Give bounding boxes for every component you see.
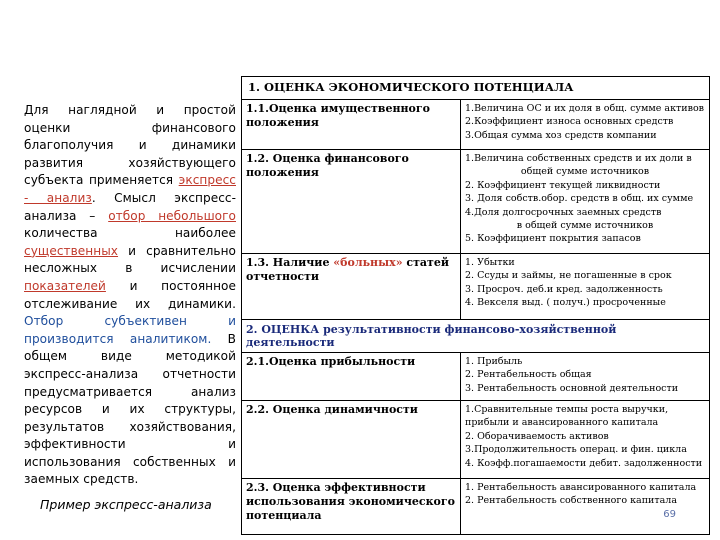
row-items-profitability: 1. Прибыль 2. Рентабельность общая 3. Рентабельность основной деятельности: [461, 353, 710, 401]
section-title-performance: 2. ОЦЕНКА результативности финансово-хозяйственной деятельности: [242, 320, 710, 353]
row-title-profitability: 2.1.Оценка прибыльности: [242, 353, 461, 401]
page-number: 69: [663, 509, 676, 520]
intro-text-4: и сравнительно несложных в исчислении: [24, 243, 236, 276]
intro-highlight: Отбор субъективен и производится аналитиком.: [24, 314, 236, 346]
row-title-sick-items: 1.3. Наличие «больных» статей отчетности: [242, 254, 461, 320]
example-caption: Пример экспресс-анализа: [40, 497, 212, 512]
section-header-1: [242, 77, 710, 100]
express-analysis-table: [241, 76, 710, 535]
row-title-dynamics: 2.2. Оценка динамичности: [242, 401, 461, 479]
intro-paragraph: [24, 102, 236, 489]
table-row: [242, 479, 710, 535]
row-title-efficiency: 2.3. Оценка эффективности использования экономического потенциала: [242, 479, 461, 535]
table-row: [242, 100, 710, 150]
row-items-dynamics: 1.Сравнительные темпы роста выручки, прибыли и авансированного капитала 2. Оборачиваемость активов 3.Продолжительность операц. и фин. цикла 4. Коэфф.погашаемости дебит. задолженности: [461, 401, 710, 479]
row-title-property: 1.1.Оценка имущественного положения: [242, 100, 461, 150]
intro-text-3: количества наиболее: [24, 226, 236, 241]
intro-text-1: Для наглядной и простой оценки финансового благополучия и динамики развития хозяйствующего субъекта применяется: [24, 103, 236, 188]
link-small-selection[interactable]: отбор небольшого: [108, 208, 236, 223]
link-indicators[interactable]: показателей: [24, 278, 106, 293]
row-items-property: 1.Величина ОС и их доля в общ. сумме активов 2.Коэффициент износа основных средств 3.Общая сумма хоз средств компании: [461, 100, 710, 150]
section-header-2: [242, 320, 710, 353]
intro-text-2: . Смысл экспресс- анализа –: [24, 190, 237, 223]
intro-text-6: В общем виде методикой экспресс-анализа отчетности предусматривается анализ ресурсов и их структуры, результатов хозяйствования, эффективности и использования собственных и заемных средств.: [24, 331, 236, 487]
section-title-economic-potential: 1. ОЦЕНКА ЭКОНОМИЧЕСКОГО ПОТЕНЦИАЛА: [242, 77, 710, 100]
row-items-sick-items: 1. Убытки 2. Ссуды и займы, не погашенные в срок 3. Просроч. деб.и кред. задолженность 4. Векселя выд. ( получ.) просроченные: [461, 254, 710, 320]
link-essential[interactable]: существенных: [24, 243, 119, 258]
table-row: [242, 254, 710, 320]
intro-text-5: и постоянное отслеживание их динамики.: [24, 278, 236, 311]
row-items-financial: 1.Величина собственных средств и их доли в общей сумме источников 2. Коэффициент текущей ликвидности 3. Доля собств.обор. средств в общ. их сумме 4.Доля долгосрочных заемных средств в общей сумме источников 5. Коэффициент покрытия запасов: [461, 150, 710, 254]
table-row: [242, 401, 710, 479]
row-items-efficiency: 1. Рентабельность авансированного капитала 2. Рентабельность собственного капитала: [461, 479, 710, 535]
table-row: [242, 150, 710, 254]
row-title-financial: 1.2. Оценка финансового положения: [242, 150, 461, 254]
table-row: [242, 353, 710, 401]
link-express-analysis[interactable]: экспресс - анализ: [24, 173, 236, 205]
